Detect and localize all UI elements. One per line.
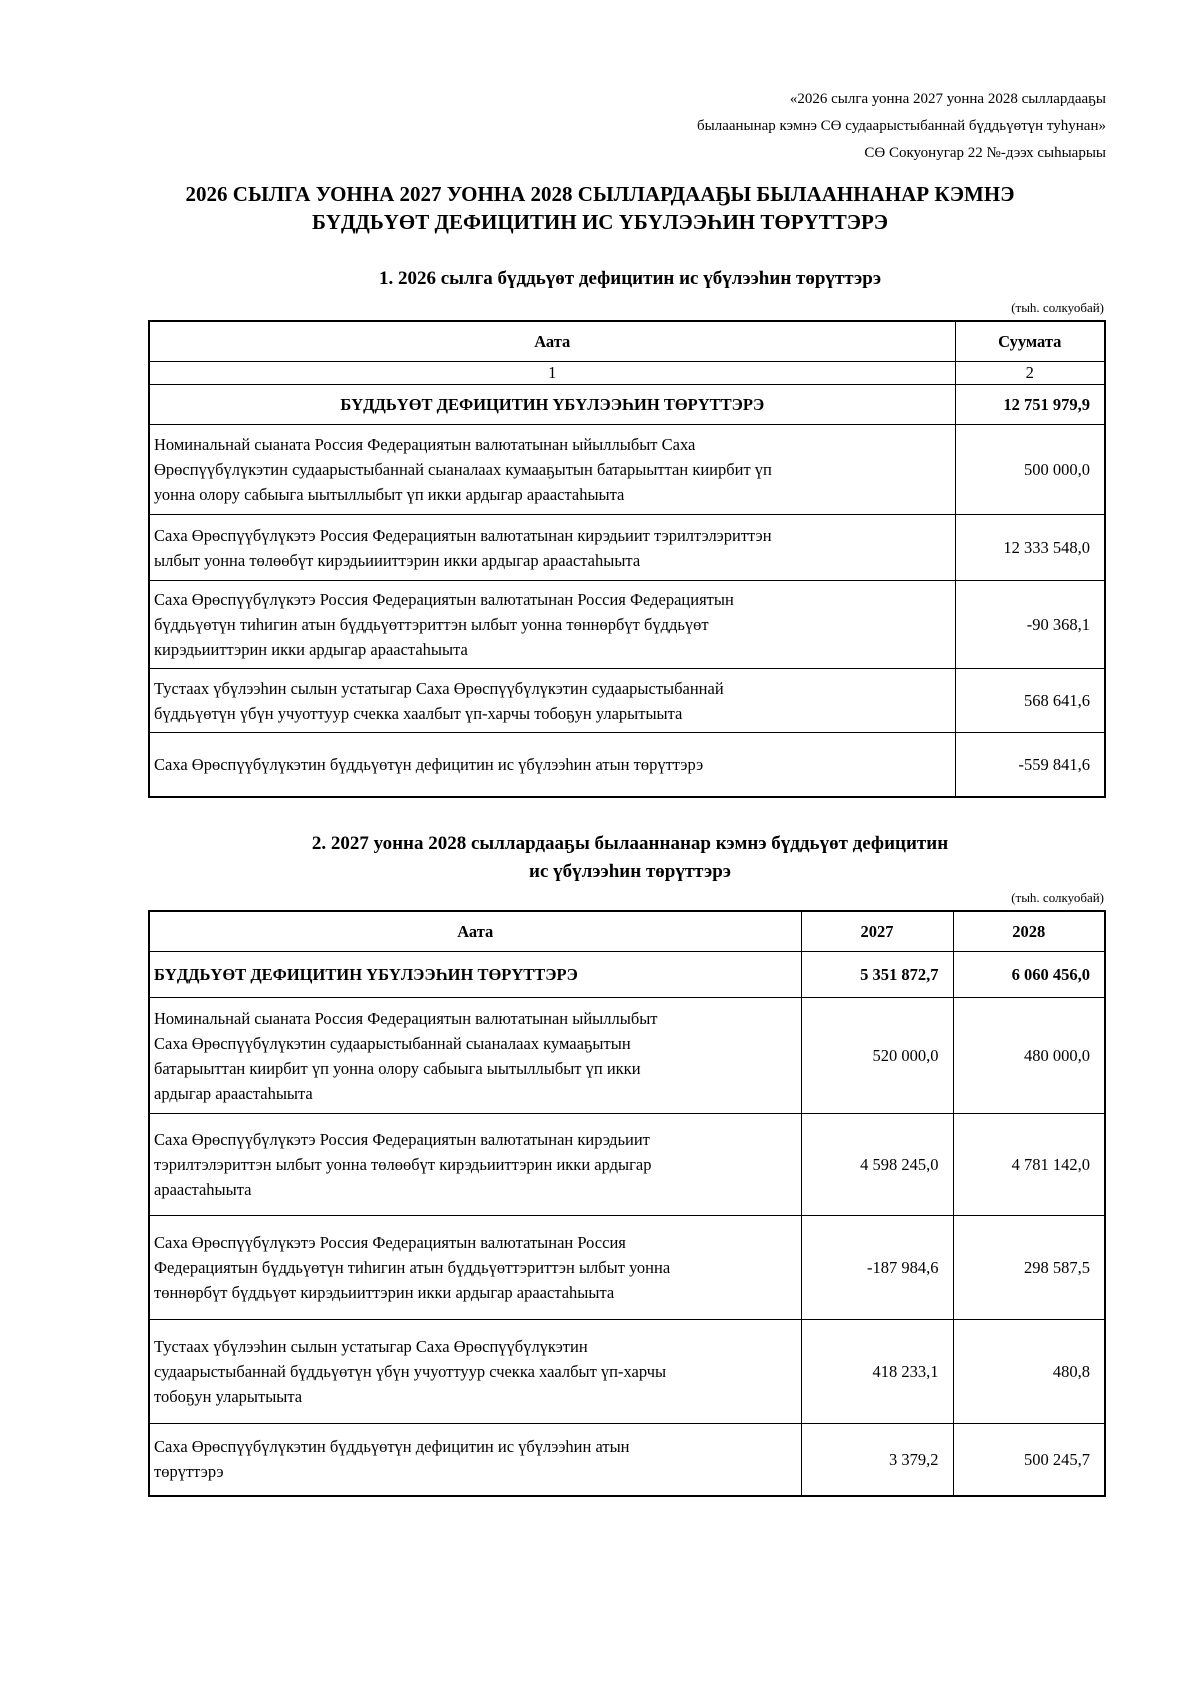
table-row [149, 998, 1105, 1114]
title-line: ис үбүлээһин төрүттэрэ [529, 861, 731, 882]
desc-line: бүддьүөтүн үбүн учуоттуур счекка хаалбыт үп-харчы тобоҕун уларытыыта [154, 703, 683, 723]
desc-line: ылбыт уонна төлөөбүт кирэдьиииттэрин икки ардыгар араастаһыыта [154, 550, 641, 570]
row-value-2027: 3 379,2 [801, 1424, 953, 1496]
desc-line: араастаһыыта [154, 1180, 252, 1199]
column-number-row [149, 362, 1105, 385]
desc-line: Номинальнай сыаната Россия Федерациятын валютатынан ыйыллыбыт [154, 1008, 658, 1028]
desc-line: судаарыстыбаннай бүддьүөтүн үбүн учуоттуур счекка хаалбыт үп-харчы [154, 1362, 667, 1381]
desc-line: Саха Өрөспүүбүлүкэтэ Россия Федерациятын валютатынан Россия Федерациятын [154, 590, 734, 609]
total-row [149, 385, 1105, 425]
section2-table [148, 910, 1106, 1497]
attachment-line: «2026 сылга уонна 2027 уонна 2028 сыллардааҕы [789, 91, 1106, 107]
row-value: -559 841,6 [955, 733, 1105, 797]
attachment-line: былаанынар кэмнэ СӨ судаарыстыбаннай бүддьүөтүн туһунан» [697, 118, 1106, 134]
table-row [149, 581, 1105, 669]
total-value-2027: 5 351 872,7 [801, 952, 953, 998]
title-line: 2026 СЫЛГА УОННА 2027 УОННА 2028 СЫЛЛАРДААҔЫ БЫЛААННАНАР КЭМНЭ [185, 182, 1015, 206]
row-value-2027: 520 000,0 [801, 998, 953, 1114]
row-description [149, 733, 955, 797]
table-row [149, 425, 1105, 515]
desc-line: төрүттэрэ [154, 1462, 224, 1482]
row-value-2027: 418 233,1 [801, 1320, 953, 1424]
row-description [149, 669, 955, 733]
row-value: 12 333 548,0 [955, 515, 1105, 581]
section1-table [148, 320, 1106, 798]
column-header-name: Аата [149, 911, 801, 952]
desc-line: Тустаах үбүлээһин сылын устатыгар Саха Өрөспүүбүлүкэтин [154, 1337, 588, 1356]
row-value-2027: 4 598 245,0 [801, 1114, 953, 1216]
column-header-name: Аата [149, 321, 955, 362]
table-row [149, 733, 1105, 797]
total-value: 12 751 979,9 [955, 385, 1105, 425]
desc-line: бүддьүөтүн тиһигин атын бүддьүөттэриттэн ылбыт уонна төннөрбүт бүддьүөт [154, 615, 709, 634]
row-value: -90 368,1 [955, 581, 1105, 669]
row-description [149, 1424, 801, 1496]
table-row [149, 1424, 1105, 1496]
desc-line: Саха Өрөспүүбүлүкэтин судаарыстыбаннай сыаналаах кумааҕытын [154, 1033, 631, 1053]
table-row [149, 1320, 1105, 1424]
row-value: 568 641,6 [955, 669, 1105, 733]
desc-line: батарыыттан киирбит үп уонна олору сабыыга ыытыллыбыт үп икки [154, 1058, 641, 1078]
document-title [0, 180, 1200, 236]
table-header-row [149, 321, 1105, 362]
row-description [149, 1216, 801, 1320]
table-row [149, 1114, 1105, 1216]
table-row [149, 515, 1105, 581]
desc-line: төннөрбүт бүддьүөт кирэдьииттэрин икки ардыгар араастаһыыта [154, 1283, 615, 1302]
desc-line: Тустаах үбүлээһин сылын устатыгар Саха Өрөспүүбүлүкэтин судаарыстыбаннай [154, 678, 724, 698]
section2-unit: (тыһ. солкуобай) [1011, 890, 1104, 905]
row-value-2028: 500 245,7 [953, 1424, 1105, 1496]
section2-title [140, 830, 1120, 886]
row-value-2028: 480 000,0 [953, 998, 1105, 1114]
row-value-2028: 4 781 142,0 [953, 1114, 1105, 1216]
column-header-2028: 2028 [953, 911, 1105, 952]
column-header-2027: 2027 [801, 911, 953, 952]
desc-line: Саха Өрөспүүбүлүкэтэ Россия Федерациятын валютатынан кирэдьиит [154, 1130, 650, 1149]
section1-unit: (тыһ. солкуобай) [1011, 300, 1104, 315]
total-row [149, 952, 1105, 998]
desc-line: тобоҕун уларытыыта [154, 1387, 303, 1406]
table-row [149, 669, 1105, 733]
column-number: 1 [149, 362, 955, 385]
row-description [149, 515, 955, 581]
row-value-2028: 480,8 [953, 1320, 1105, 1424]
row-value-2027: -187 984,6 [801, 1216, 953, 1320]
table-header-row [149, 911, 1105, 952]
row-description [149, 1114, 801, 1216]
desc-line: ардыгар араастаһыыта [154, 1083, 313, 1103]
total-value-2028: 6 060 456,0 [953, 952, 1105, 998]
desc-line: Федерациятын бүддьүөтүн тиһигин атын бүддьүөттэриттэн ылбыт уонна [154, 1258, 671, 1277]
desc-line: уонна олору сабыыга ыытыллыбыт үп икки ардыгар араастаһыыта [154, 485, 625, 504]
title-line: 2. 2027 уонна 2028 сыллардааҕы былааннанар кэмнэ бүддьүөт дефицитин [311, 833, 949, 854]
desc-line: Өрөспүүбүлүкэтин судаарыстыбаннай сыаналаах кумааҕытын батарыыттан киирбит үп [154, 460, 772, 479]
row-value-2028: 298 587,5 [953, 1216, 1105, 1320]
desc-line: Номинальнай сыаната Россия Федерациятын валютатынан ыйыллыбыт Саха [154, 435, 696, 454]
desc-line: Саха Өрөспүүбүлүкэтэ Россия Федерациятын валютатынан кирэдьиит тэрилтэлэриттэн [154, 525, 772, 545]
desc-line: Саха Өрөспүүбүлүкэтин бүддьүөтүн дефицитин ис үбүлээһин атын төрүттэрэ [154, 754, 704, 774]
attachment-note [697, 86, 1106, 167]
desc-line: Саха Өрөспүүбүлүкэтин бүддьүөтүн дефицитин ис үбүлээһин атын [154, 1437, 630, 1457]
total-label: БҮДДЬҮӨТ ДЕФИЦИТИН ҮБҮЛЭЭҺИН ТӨРҮТТЭРЭ [149, 385, 955, 425]
attachment-line: СӨ Сокуонугар 22 №-дээх сыһыарыы [864, 145, 1106, 161]
column-header-sum: Суумата [955, 321, 1105, 362]
row-description [149, 1320, 801, 1424]
row-description [149, 998, 801, 1114]
desc-line: Саха Өрөспүүбүлүкэтэ Россия Федерациятын валютатынан Россия [154, 1233, 626, 1252]
total-label: БҮДДЬҮӨТ ДЕФИЦИТИН ҮБҮЛЭЭҺИН ТӨРҮТТЭРЭ [149, 952, 801, 998]
title-line: БҮДДЬҮӨТ ДЕФИЦИТИН ИС ҮБҮЛЭЭҺИН ТӨРҮТТЭРЭ [311, 210, 889, 234]
row-value: 500 000,0 [955, 425, 1105, 515]
table-row [149, 1216, 1105, 1320]
desc-line: тэрилтэлэриттэн ылбыт уонна төлөөбүт кирэдьииттэрин икки ардыгар [154, 1155, 652, 1174]
row-description [149, 581, 955, 669]
section1-title: 1. 2026 сылга бүддьүөт дефицитин ис үбүлээһин төрүттэрэ [378, 268, 882, 289]
row-description [149, 425, 955, 515]
desc-line: кирэдьииттэрин икки ардыгар араастаһыыта [154, 640, 468, 659]
column-number: 2 [955, 362, 1105, 385]
